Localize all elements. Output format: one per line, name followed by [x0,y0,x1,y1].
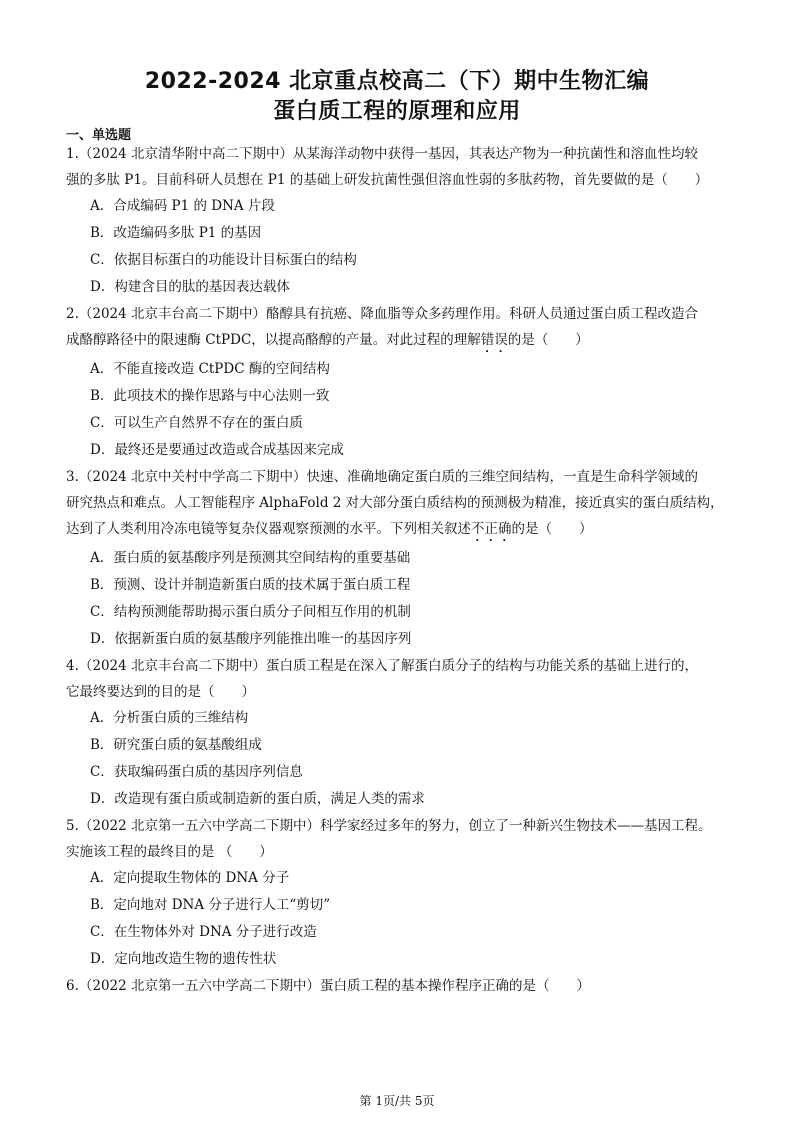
option-a: A．定向提取生物体的 DNA 分子 [90,870,290,886]
question-stem-line: 强的多肽 P1。目前科研人员想在 P1 的基础上研发抗菌性强但溶血性弱的多肽药物，首先要做的是（ ） [66,172,709,188]
question-list [66,141,732,999]
question-1 [66,141,732,301]
question-stem-line: 它最终要达到的目的是（ ） [66,684,255,700]
stem-text: 的是（ ） [507,332,589,348]
emphasis-text: 错误 [480,332,508,348]
option-c: C．结构预测能帮助揭示蛋白质分子间相互作用的机制 [90,604,411,620]
option-a: A．分析蛋白质的三维结构 [90,710,249,726]
question-stem-line: 研究热点和难点。人工智能程序 AlphaFold 2 对大部分蛋白质结构的预测极为精准，接近真实的蛋白质结构， [66,495,724,511]
question-stem-line: 6.（2022 北京第一五六中学高二下期中）蛋白质工程的基本操作程序正确的是（ ） [66,978,591,994]
question-stem-line: 2.（2024 北京丰台高二下期中）酪醇具有抗癌、降血脂等众多药理作用。科研人员通过蛋白质工程改造合 [66,306,699,322]
question-stem-line: 5.（2022 北京第一五六中学高二下期中）科学家经过多年的努力，创立了一种新兴生物技术——基因工程。 [66,818,712,834]
question-stem-line: 4.（2024 北京丰台高二下期中）蛋白质工程是在深入了解蛋白质分子的结构与功能关系的基础上进行的， [66,658,699,674]
stem-text: 的是（ ） [511,521,593,537]
emphasis-text: 不正确 [471,521,512,537]
document-subtitle: 蛋白质工程的原理和应用 [273,99,521,124]
question-6 [66,973,732,999]
option-c: C．在生物体外对 DNA 分子进行改造 [90,924,317,940]
option-d: D．依据新蛋白质的氨基酸序列能推出唯一的基因序列 [90,631,412,647]
option-a: A．不能直接改造 CtPDC 酶的空间结构 [90,361,330,377]
question-stem-line: 1.（2024 北京清华附中高二下期中）从某海洋动物中获得一基因，其表达产物为一种抗菌性和溶血性均较 [66,146,699,162]
page-number: 第 1页/共 5页 [359,1094,435,1108]
option-c: C．获取编码蛋白质的基因序列信息 [90,764,303,780]
option-b: B．预测、设计并制造新蛋白质的技术属于蛋白质工程 [90,577,411,593]
stem-text: 达到了人类利用冷冻电镜等复杂仪器观察预测的水平。下列相关叙述 [66,521,471,537]
question-5 [66,813,732,973]
option-a: A．合成编码 P1 的 DNA 片段 [90,198,275,214]
stem-text: 成酪醇路径中的限速酶 CtPDC，以提高酪醇的产量。对此过程的理解 [66,332,481,348]
question-stem-line: 实施该工程的最终目的是 （ ） [66,844,273,860]
option-b: B．定向地对 DNA 分子进行人工“剪切” [90,897,331,913]
option-d: D．最终还是要通过改造或合成基因来完成 [90,442,344,458]
option-d: D．构建含目的肽的基因表达载体 [90,279,290,295]
option-b: B．改造编码多肽 P1 的基因 [90,225,262,241]
option-d: D．改造现有蛋白质或制造新的蛋白质，满足人类的需求 [90,791,425,807]
option-b: B．研究蛋白质的氨基酸组成 [90,737,262,753]
question-stem-line [66,516,732,545]
document-title: 2022-2024 北京重点校高二（下）期中生物汇编 [144,69,650,94]
question-3 [66,464,732,653]
question-2 [66,301,732,464]
option-a: A．蛋白质的氨基酸序列是预测其空间结构的重要基础 [90,550,411,566]
section-heading: 一、单选题 [66,128,132,143]
option-c: C．可以生产自然界不存在的蛋白质 [90,415,303,431]
question-4 [66,653,732,813]
option-c: C．依据目标蛋白的功能设计目标蛋白的结构 [90,252,357,268]
option-b: B．此项技术的操作思路与中心法则一致 [90,388,330,404]
question-stem-line [66,327,732,356]
option-d: D．定向地改造生物的遗传性状 [90,951,277,967]
question-stem-line: 3.（2024 北京中关村中学高二下期中）快速、准确地确定蛋白质的三维空间结构，一直是生命科学领域的 [66,469,699,485]
